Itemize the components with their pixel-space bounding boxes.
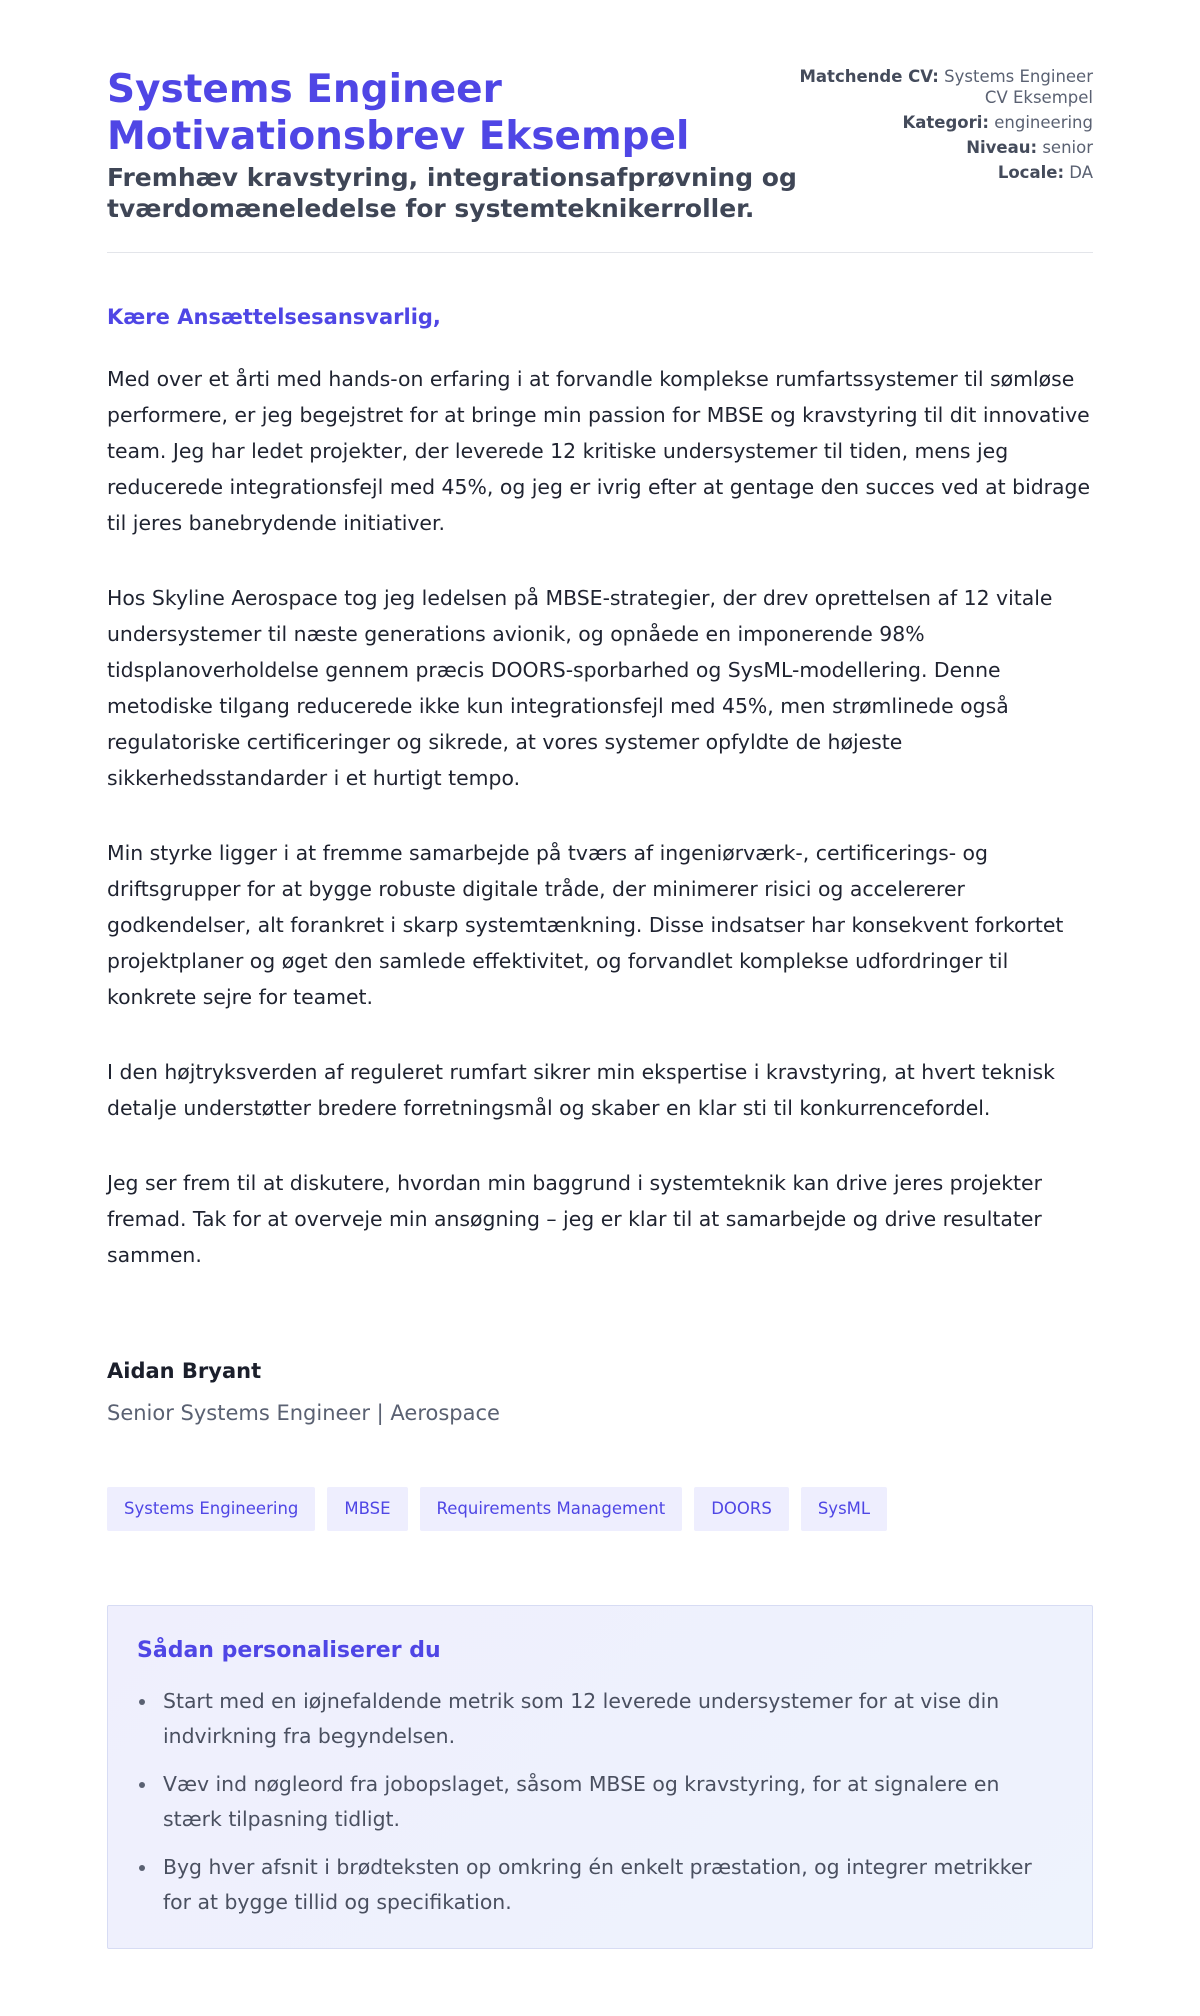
letter-greeting: Kære Ansættelsesansvarlig,	[107, 305, 441, 329]
meta-locale	[793, 162, 1093, 183]
meta-label: Matchende CV:	[799, 67, 939, 86]
tips-list-item	[163, 1684, 1063, 1754]
tips-item-text: Start med en iøjnefaldende metrik som 12 leverede undersystemer for at vise din indvirkning fra begyndelsen.	[163, 1689, 1000, 1748]
letter-paragraph-2: Hos Skyline Aerospace tog jeg ledelsen på MBSE-strategier, der drev oprettelsen af 12 vitale undersystemer til næste generations avionik, og opnåede en imponerende 98% tidsplanoverholdelse gennem præcis DOORS-sporbarhed og SysML-modellering. Denne metodiske tilgang reducerede ikke kun integrationsfejl med 45%, men strømlinede også regulatoriske certificeringer og sikrede, at vores systemer opfyldte de højeste sikkerhedsstandarder i et hurtigt tempo.	[107, 586, 1053, 790]
meta-label: Kategori:	[902, 113, 990, 132]
tips-item-text: Væv ind nøgleord fra jobopslaget, såsom MBSE og kravstyring, for at signalere en stærk tilpasning tidligt.	[163, 1772, 1000, 1831]
meta-value: Systems Engineer CV Eksempel	[944, 67, 1093, 107]
page-header	[107, 66, 1093, 253]
page-title: Systems Engineer Motivationsbrev Eksempel	[107, 67, 690, 159]
tips-list	[137, 1684, 1063, 1920]
meta-matching-cv	[793, 66, 1093, 108]
skill-tag: MBSE	[327, 1487, 407, 1531]
letter-paragraph-5: Jeg ser frem til at diskutere, hvordan min baggrund i systemteknik kan drive jeres projekter fremad. Tak for at overveje min ansøgning – jeg er klar til at samarbejde og drive resultater sammen.	[107, 1171, 1042, 1267]
meta-info	[793, 66, 1093, 187]
letter-paragraph-4: I den højtryksverden af reguleret rumfart sikrer min ekspertise i kravstyring, at hvert teknisk detalje understøtter bredere forretningsmål og skaber en klar sti til konkurrencefordel.	[107, 1060, 1055, 1120]
meta-label: Locale:	[997, 163, 1065, 182]
title-block	[107, 66, 867, 224]
skill-tag: Requirements Management	[420, 1487, 683, 1531]
meta-level	[793, 137, 1093, 158]
letter-paragraph-3: Min styrke ligger i at fremme samarbejde på tværs af ingeniørværk-, certificerings- og driftsgrupper for at bygge robuste digitale tråde, der minimerer risici og accelererer godkendelser, alt forankret i skarp systemtænkning. Disse indsatser har konsekvent forkortet projektplaner og øget den samlede effektivitet, og forvandlet komplekse udfordringer til konkrete sejre for teamet.	[107, 841, 1064, 1009]
skill-tag: DOORS	[694, 1487, 789, 1531]
skill-tag: SysML	[801, 1487, 887, 1531]
skill-tags	[107, 1487, 1093, 1531]
signature-name: Aidan Bryant	[107, 1359, 262, 1383]
tips-list-item	[163, 1850, 1063, 1920]
signature-title: Senior Systems Engineer | Aerospace	[107, 1401, 500, 1425]
meta-label: Niveau:	[966, 138, 1038, 157]
tips-list-item	[163, 1767, 1063, 1837]
meta-value: DA	[1069, 163, 1093, 182]
personalization-tips-box	[107, 1605, 1093, 1949]
bullet-icon	[139, 1782, 145, 1788]
letter-paragraph-1: Med over et årti med hands-on erfaring i at forvandle komplekse rumfartssystemer til sømløse performere, er jeg begejstret for at bringe min passion for MBSE og kravstyring til dit innovative team. Jeg har ledet projekter, der leverede 12 kritiske undersystemer til tiden, mens jeg reducerede integrationsfejl med 45%, og jeg er ivrig efter at gentage den succes ved at bidrage til jeres banebrydende initiativer.	[107, 367, 1091, 535]
page-subtitle: Fremhæv kravstyring, integrationsafprøvning og tværdomæneledelse for systemteknikerroller.	[107, 163, 797, 223]
bullet-icon	[139, 1865, 145, 1871]
bullet-icon	[139, 1699, 145, 1705]
letter-body	[107, 303, 1093, 1427]
skill-tag: Systems Engineering	[107, 1487, 315, 1531]
tips-item-text: Byg hver afsnit i brødteksten op omkring én enkelt præstation, og integrer metrikker for at bygge tillid og specifikation.	[163, 1855, 1032, 1914]
meta-category	[793, 112, 1093, 133]
meta-value: senior	[1042, 138, 1093, 157]
meta-value: engineering	[994, 113, 1093, 132]
tips-title: Sådan personaliserer du	[137, 1638, 441, 1663]
